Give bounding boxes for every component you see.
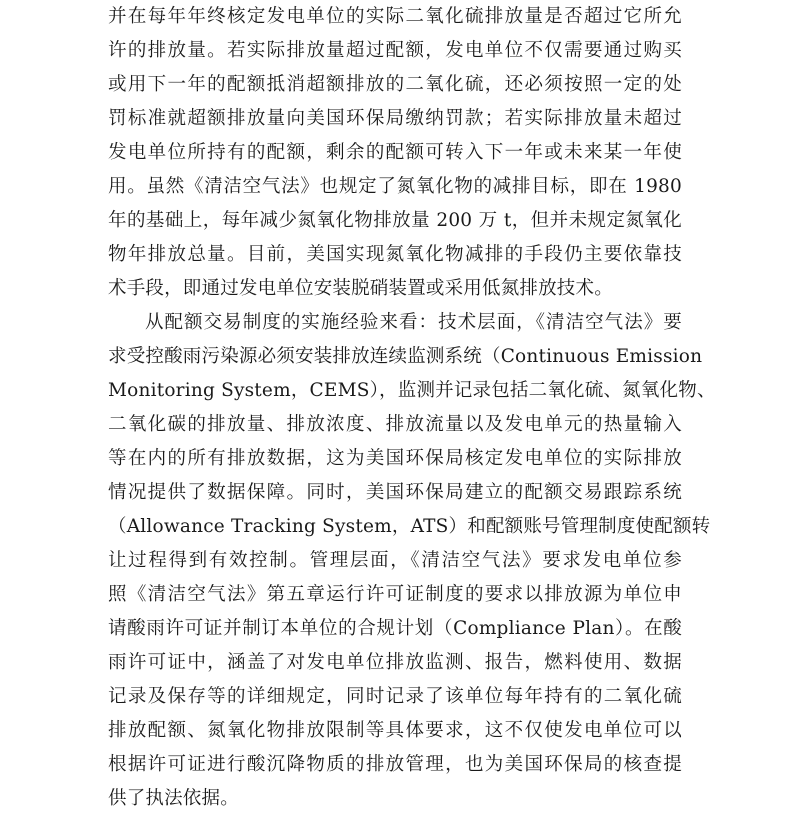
text-line: 照《清洁空气法》第五章运行许可证制度的要求以排放源为单位申 [108,584,682,605]
text-line: 用。虽然《清洁空气法》也规定了氮氧化物的减排目标，即在 1980 [108,176,682,197]
text-line: 二氧化碳的排放量、排放浓度、排放流量以及发电单元的热量输入 [108,414,682,435]
text-line: 年的基础上，每年减少氮氧化物排放量 200 万 t，但并未规定氮氧化 [108,210,682,231]
text-line: 排放配额、氮氧化物排放限制等具体要求，这不仅使发电单位可以 [108,720,682,741]
text-line: 并在每年年终核定发电单位的实际二氧化硫排放量是否超过它所允 [108,6,682,27]
text-line: 让过程得到有效控制。管理层面，《清洁空气法》要求发电单位参 [108,550,682,571]
text-line: 物年排放总量。目前，美国实现氮氧化物减排的手段仍主要依靠技 [108,244,682,265]
text-line: 术手段，即通过发电单位安装脱硝装置或采用低氮排放技术。 [108,278,613,299]
text-line: 等在内的所有排放数据，这为美国环保局核定发电单位的实际排放 [108,448,682,469]
text-line: 情况提供了数据保障。同时，美国环保局建立的配额交易跟踪系统 [108,482,682,503]
text-line: 请酸雨许可证并制订本单位的合规计划（Compliance Plan）。在酸 [108,618,682,639]
text-line: 根据许可证进行酸沉降物质的排放管理，也为美国环保局的核查提 [108,754,682,775]
text-line: 供了执法依据。 [108,788,239,809]
text-line: （Allowance Tracking System，ATS）和配额账号管理制度使配额转 [108,516,711,537]
text-line: 发电单位所持有的配额，剩余的配额可转入下一年或未来某一年使 [108,142,682,163]
text-line: 或用下一年的配额抵消超额排放的二氧化硫，还必须按照一定的处 [108,74,682,95]
text-line: 雨许可证中，涵盖了对发电单位排放监测、报告，燃料使用、数据 [108,652,682,673]
text-line: 从配额交易制度的实施经验来看：技术层面，《清洁空气法》要 [145,312,682,333]
text-line: 求受控酸雨污染源必须安装排放连续监测系统（Continuous Emission [108,346,703,367]
text-line: 许的排放量。若实际排放量超过配额，发电单位不仅需要通过购买 [108,40,682,61]
text-line: Monitoring System，CEMS），监测并记录包括二氧化硫、氮氧化物、 [108,380,716,401]
text-line: 罚标准就超额排放量向美国环保局缴纳罚款；若实际排放量未超过 [108,108,682,129]
text-line: 记录及保存等的详细规定，同时记录了该单位每年持有的二氧化硫 [108,686,682,707]
